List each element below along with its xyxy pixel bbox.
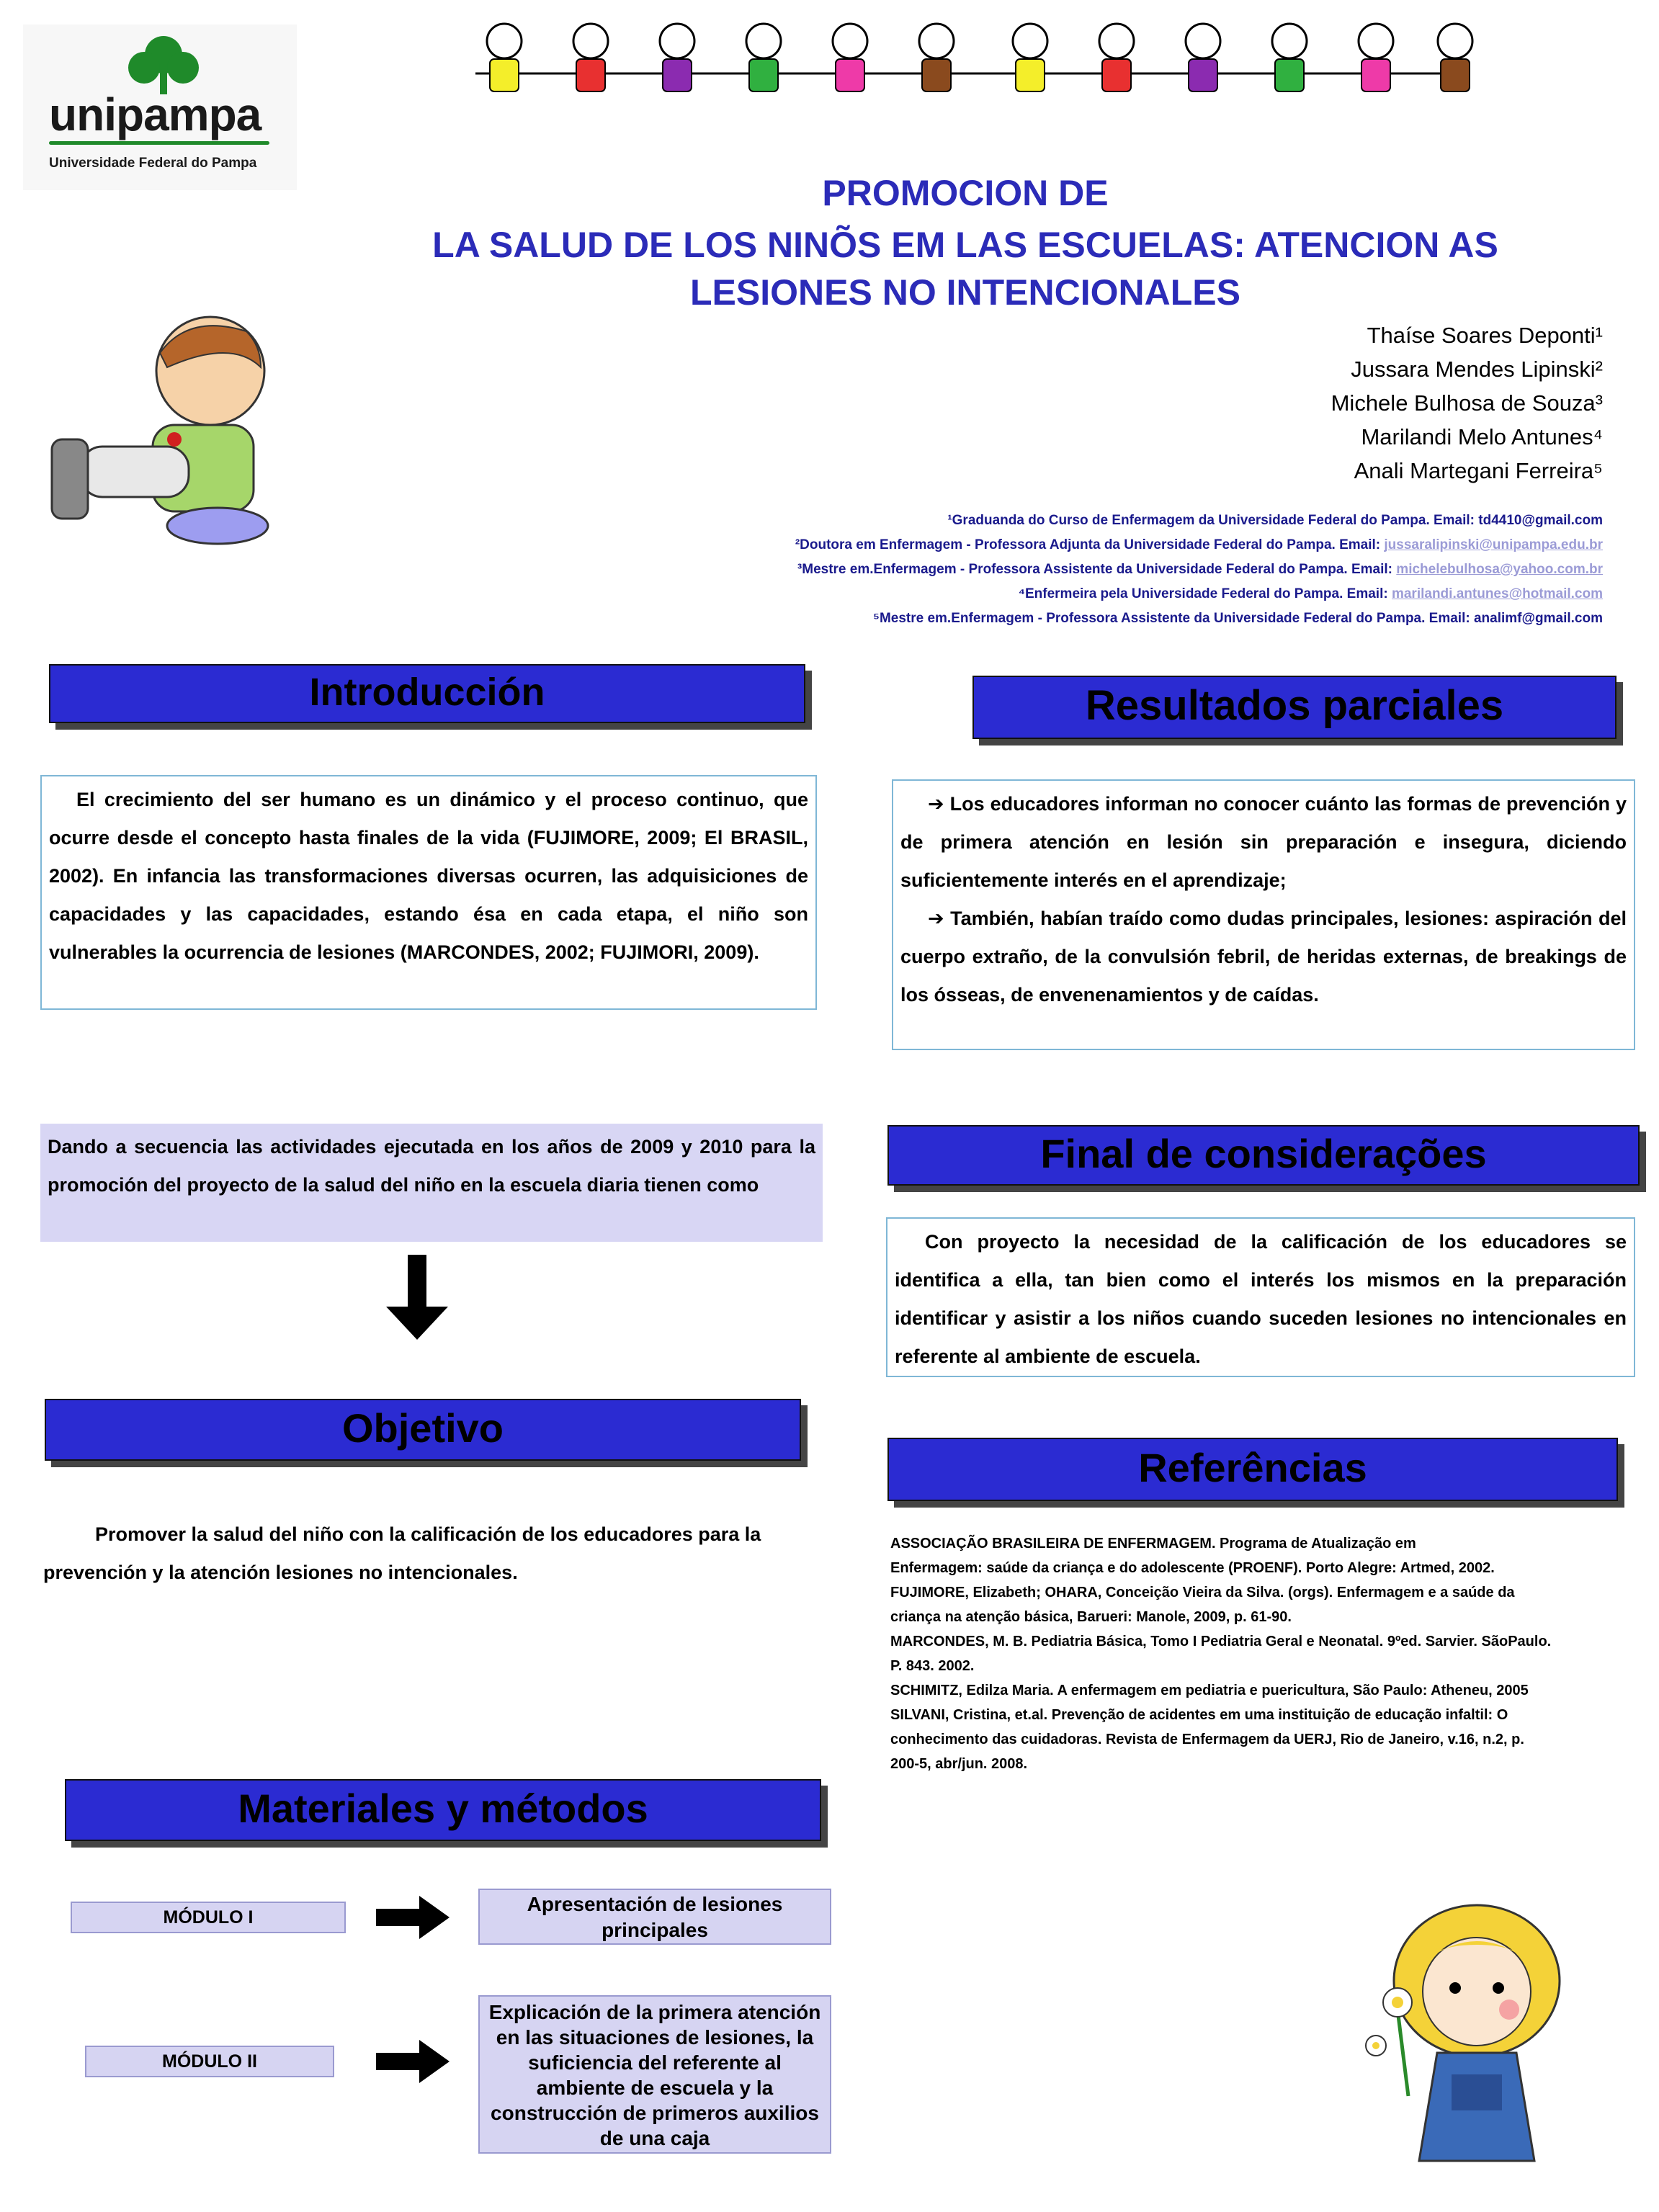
affiliation-line: ³Mestre em.Enfermagem - Professora Assistente da Universidade Federal do Pampa. Email: michelebulhosa@yahoo.com.br [797,562,1603,577]
university-logo [23,24,297,190]
injured-child-illustration [45,310,326,555]
reference-line: P. 843. 2002. [890,1658,975,1674]
reference-line: ASSOCIAÇÃO BRASILEIRA DE ENFERMAGEM. Programa de Atualização em [890,1536,1416,1551]
module-2-label: MÓDULO II [85,2046,334,2077]
materiales-heading: Materiales y métodos [65,1779,821,1841]
final-body: Con proyecto la necesidad de la calificación de los educadores se identifica a ella, tan bien como el interés los mismos en la preparación identificar y asistir a los niños cuando suceden lesiones no intencionales en referente al ambiente de escuela. [886,1217,1635,1377]
secuencia-body: Dando a secuencia las actividades ejecutada en los años de 2009 y 2010 para la promoción del proyecto de la salud del niño en la escuela diaria tienen como [40,1124,823,1242]
author-name: Jussara Mendes Lipinski² [1351,357,1603,382]
logo-subtitle: Universidade Federal do Pampa [49,156,257,171]
email-link[interactable]: marilandi.antunes@hotmail.com [1391,586,1603,601]
affiliation-line: ²Doutora em Enfermagem - Professora Adjunta da Universidade Federal do Pampa. Email: jussaralipinski@unipampa.edu.br [795,537,1603,552]
poster-title-line3: LESIONES NO INTENCIONALES [690,272,1240,313]
poster-title-line2: LA SALUD DE LOS NINÕS EM LAS ESCUELAS: ATENCION AS [432,225,1498,265]
reference-line: FUJIMORE, Elizabeth; OHARA, Conceição Vieira da Silva. (orgs). Enfermagem e a saúde da [890,1585,1515,1600]
objetivo-heading: Objetivo [45,1399,801,1461]
email-link[interactable]: michelebulhosa@yahoo.com.br [1396,562,1603,577]
affiliation-line: ⁴Enfermeira pela Universidade Federal do Pampa. Email: marilandi.antunes@hotmail.com [1018,586,1603,601]
referencias-list [890,1531,1618,1776]
girl-with-flower-illustration [1354,1902,1585,2190]
logo-wordmark: unipampa [49,89,261,140]
author-name: Anali Martegani Ferreira⁵ [1354,458,1603,483]
author-list [1331,318,1603,488]
introduccion-heading: Introducción [49,664,805,723]
reference-line: Enfermagem: saúde da criança e do adolescente (PROENF). Porto Alegre: Artmed, 2002. [890,1560,1495,1576]
reference-line: conhecimento das cuidadoras. Revista de Enfermagem da UERJ, Rio de Janeiro, v.16, n.2, p. [890,1732,1524,1747]
arrow-right-icon [376,1896,450,1939]
arrow-right-icon [376,2040,450,2083]
resultados-item: ➔ Los educadores informan no conocer cuánto las formas de prevención y de primera atención en lesión sin preparación e insegura, diciendo suficientemente interés en el aprendizaje; [900,793,1627,891]
reference-line: MARCONDES, M. B. Pediatria Básica, Tomo I Pediatria Geral e Neonatal. 9ºed. Sarvier. SãoPaulo. [890,1634,1552,1649]
reference-line: SILVANI, Cristina, et.al. Prevenção de acidentes em uma instituição de educação infaltil: O [890,1707,1508,1723]
email-link[interactable]: jussaralipinski@unipampa.edu.br [1384,537,1603,552]
reference-line: 200-5, abr/jun. 2008. [890,1756,1028,1772]
referencias-heading: Referências [887,1438,1618,1501]
module-1-description: Apresentación de lesiones principales [478,1889,831,1945]
resultados-heading: Resultados parciales [972,676,1616,739]
logo-underline [49,141,269,145]
arrow-down-icon [386,1255,448,1340]
author-name: Marilandi Melo Antunes⁴ [1361,424,1603,449]
arrow-bullet-icon: ➔ [928,908,951,929]
poster-title-line1: PROMOCION DE [822,173,1109,213]
resultados-item: ➔ También, habían traído como dudas principales, lesiones: aspiración del cuerpo extraño, de la convulsión febril, de heridas externas, de breakings de los ósseas, de envenenamientos y de caídas. [900,908,1627,1006]
objetivo-body: Promover la salud del niño con la calificación de los educadores para la prevención y la atención lesiones no intencionales. [43,1523,761,1583]
resultados-body [892,779,1635,1050]
children-banner-illustration [461,16,1484,117]
final-heading: Final de considerações [887,1125,1640,1186]
arrow-bullet-icon: ➔ [928,793,950,815]
reference-line: criança na atenção básica, Barueri: Manole, 2009, p. 61-90. [890,1609,1292,1625]
affiliation-line: ⁵Mestre em.Enfermagem - Professora Assistente da Universidade Federal do Pampa. Email: analimf@gmail.com [873,611,1603,626]
module-2-description: Explicación de la primera atención en las situaciones de lesiones, la suficiencia del referente al ambiente de escuela y la construcción de primeros auxilios de una caja [478,1995,831,2154]
affiliation-line: ¹Graduanda do Curso de Enfermagem da Universidade Federal do Pampa. Email: td4410@gmail.com [947,513,1603,528]
introduccion-body: El crecimiento del ser humano es un dinámico y el proceso continuo, que ocurre desde el concepto hasta finales de la vida (FUJIMORE, 2009; El BRASIL, 2002). En infancia las transformaciones diversas ocurren, las adquisiciones de capacidades y las capacidades, estando ésa en cada etapa, el niño son vulnerables la ocurrencia de lesiones (MARCONDES, 2002; FUJIMORI, 2009). [40,775,817,1010]
module-1-label: MÓDULO I [71,1902,346,1933]
author-name: Michele Bulhosa de Souza³ [1331,390,1603,416]
author-name: Thaíse Soares Deponti¹ [1367,323,1603,348]
reference-line: SCHIMITZ, Edilza Maria. A enfermagem em pediatria e puericultura, São Paulo: Atheneu, 2005 [890,1683,1529,1698]
affiliation-list [795,509,1603,631]
